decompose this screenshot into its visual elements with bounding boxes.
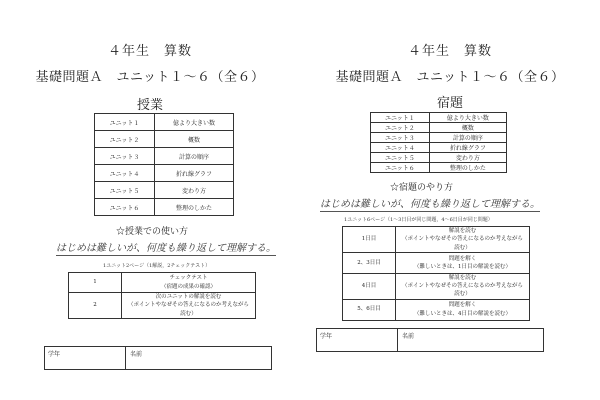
usage-note: はじめは難しいが、何度も繰り返して理解する。	[320, 195, 540, 212]
name-field[interactable]	[397, 328, 544, 352]
unit-cell: ユニット４	[371, 143, 430, 153]
section-title-lesson: 授業	[136, 98, 163, 113]
table-row	[371, 143, 507, 153]
page-number-cell: 2	[69, 293, 122, 319]
table-row	[95, 165, 234, 182]
day-cell: 1日目	[343, 227, 396, 253]
table-row	[95, 148, 234, 165]
topic-cell: 億より大きい数	[155, 114, 234, 131]
page-number-cell: 1	[69, 273, 122, 293]
grade-field[interactable]	[44, 346, 126, 370]
unit-range-title: 基礎問題Ａ ユニット１～６（全６）	[335, 70, 565, 85]
unit-cell: ユニット５	[95, 182, 155, 199]
unit-cell: ユニット４	[95, 165, 155, 182]
grade-label: 学年	[48, 351, 61, 358]
unit-cell: ユニット１	[371, 113, 430, 123]
task-note: （ポイントやなぜその答えになるのか考えながら読む）	[401, 283, 523, 298]
topic-cell: 折れ線グラフ	[155, 165, 234, 182]
table-row	[371, 123, 507, 133]
topic-cell: 概数	[155, 131, 234, 148]
task-note: （ポイントやなぜその答えになるのか考えながら読む）	[127, 302, 249, 317]
usage-note: はじめは難しいが、何度も繰り返して理解する。	[56, 239, 276, 256]
table-row	[371, 163, 507, 173]
task-note: （ポイントやなぜその答えになるのか考えながら読む）	[401, 236, 523, 251]
table-row	[371, 153, 507, 163]
topic-cell: 変わり方	[155, 182, 234, 199]
table-row	[69, 293, 256, 319]
schedule-table	[68, 272, 256, 319]
unit-cell: ユニット６	[371, 163, 430, 173]
unit-cell: ユニット２	[371, 123, 430, 133]
task-cell	[122, 293, 256, 319]
task-note: （難しいときは、1日目の解説を読む）	[413, 263, 511, 270]
task-cell	[396, 252, 530, 273]
topic-cell: 変わり方	[429, 153, 506, 163]
unit-table	[94, 113, 234, 216]
table-row	[95, 199, 234, 216]
task-cell	[396, 299, 530, 320]
topic-cell: 計算の順序	[155, 148, 234, 165]
day-cell: 2、3日目	[343, 252, 396, 273]
task-cell	[122, 273, 256, 293]
grade-field[interactable]	[316, 328, 398, 352]
day-cell: 5、6日目	[343, 299, 396, 320]
task-cell	[396, 227, 530, 253]
task-text: 解説を読む	[448, 228, 477, 234]
table-row	[95, 182, 234, 199]
task-text: 問題を解く	[448, 255, 477, 262]
task-text: 問題を解く	[448, 302, 477, 309]
topic-cell: 計算の順序	[429, 133, 506, 143]
grade-label: 学年	[320, 333, 333, 340]
schedule-table	[342, 226, 530, 321]
task-text: チェックテスト	[169, 275, 208, 282]
unit-cell: ユニット５	[371, 153, 430, 163]
name-field[interactable]	[125, 346, 272, 370]
usage-heading: ☆授業での使い方	[116, 227, 189, 237]
table-row	[69, 273, 256, 293]
unit-cell: ユニット１	[95, 114, 155, 131]
task-note: （難しいときは、4日目の解説を読む）	[413, 310, 511, 317]
task-cell	[396, 273, 530, 299]
topic-cell: 整理のしかた	[155, 199, 234, 216]
table-row	[343, 252, 530, 273]
task-text: 解説を読む	[448, 274, 477, 281]
topic-cell: 折れ線グラフ	[429, 143, 506, 153]
right-page	[300, 0, 600, 400]
table-row	[343, 273, 530, 299]
unit-cell: ユニット３	[371, 133, 430, 143]
table-row	[371, 133, 507, 143]
task-note: （宿題の成果の確認）	[160, 283, 216, 290]
page-caption: 1ユニット6ページ（1～3日目が同じ問題，4～6日目が同じ問題）	[344, 217, 493, 223]
name-label: 名前	[402, 333, 415, 340]
section-title-homework: 宿題	[436, 96, 463, 111]
table-row	[343, 227, 530, 253]
unit-table	[370, 112, 507, 173]
page-caption: 1ユニット2ページ（1解説，2チェックテスト）	[103, 263, 211, 269]
name-label: 名前	[130, 351, 143, 358]
grade-heading: ４年生 算数	[407, 44, 492, 59]
unit-cell: ユニット６	[95, 199, 155, 216]
unit-cell: ユニット２	[95, 131, 155, 148]
usage-heading: ☆宿題のやり方	[390, 183, 454, 193]
topic-cell: 億より大きい数	[429, 113, 506, 123]
topic-cell: 概数	[429, 123, 506, 133]
table-row	[95, 131, 234, 148]
unit-cell: ユニット３	[95, 148, 155, 165]
day-cell: 4日目	[343, 273, 396, 299]
unit-range-title: 基礎問題Ａ ユニット１～６（全６）	[35, 70, 265, 85]
topic-cell: 整理のしかた	[429, 163, 506, 173]
table-row	[343, 299, 530, 320]
table-row	[95, 114, 234, 131]
task-text: 次のユニットの解説を読む	[155, 294, 222, 301]
table-row	[371, 113, 507, 123]
grade-heading: ４年生 算数	[107, 44, 192, 59]
